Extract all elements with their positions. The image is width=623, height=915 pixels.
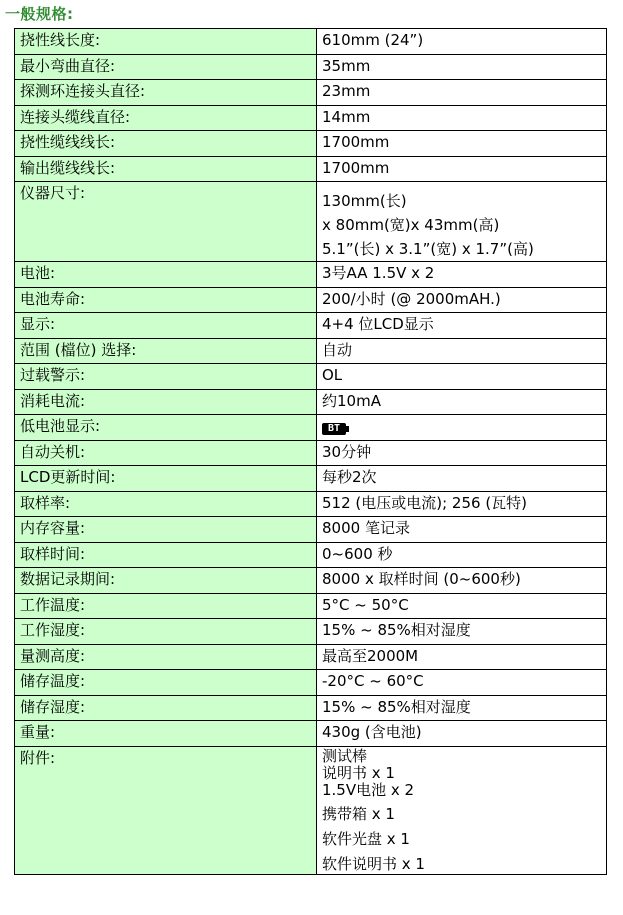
table-row: [15, 389, 607, 415]
spec-label: 取样时间:: [15, 542, 317, 568]
spec-value: [317, 287, 607, 313]
spec-value-line: 30分钟: [322, 442, 372, 461]
spec-value-line: 14mm: [322, 107, 371, 126]
spec-value-line: 8000 x 取样时间 (0~600秒): [322, 570, 521, 588]
table-row: [15, 670, 607, 696]
spec-label: 工作湿度:: [15, 619, 317, 645]
section-title: 一般规格:: [5, 5, 74, 23]
spec-label: 低电池显示:: [15, 415, 317, 441]
table-row: [15, 542, 607, 568]
spec-value: [317, 364, 607, 390]
table-row: [15, 695, 607, 721]
spec-value-line: 5°C ~ 50°C: [322, 595, 409, 614]
spec-value-line: 35mm: [322, 56, 371, 75]
spec-label: 储存温度:: [15, 670, 317, 696]
spec-value-line: 8000 笔记录: [322, 519, 410, 537]
spec-value-line: 0~600 秒: [322, 544, 393, 563]
table-row: [15, 182, 607, 262]
spec-value: [317, 440, 607, 466]
spec-value-line: 软件说明书 x 1: [322, 854, 425, 873]
spec-value-line: 5.1”(长) x 3.1”(宽) x 1.7”(高): [322, 240, 534, 258]
table-row: [15, 568, 607, 594]
spec-label: 显示:: [15, 313, 317, 339]
spec-label: 消耗电流:: [15, 389, 317, 415]
spec-table: [14, 28, 607, 875]
spec-value: [317, 644, 607, 670]
spec-label: 电池寿命:: [15, 287, 317, 313]
table-row: [15, 644, 607, 670]
table-row: [15, 338, 607, 364]
spec-value-line: 15% ~ 85%相对湿度: [322, 697, 471, 716]
spec-value: [317, 670, 607, 696]
spec-value-line: 每秒2次: [322, 468, 377, 486]
table-row: [15, 29, 607, 55]
spec-label: 探测环连接头直径:: [15, 80, 317, 106]
spec-value-line: OL: [322, 366, 343, 384]
spec-label: 附件:: [15, 746, 317, 874]
spec-value: [317, 338, 607, 364]
table-row: [15, 593, 607, 619]
table-row: [15, 287, 607, 313]
spec-value: [317, 156, 607, 182]
spec-value: [317, 80, 607, 106]
spec-label: 仪器尺寸:: [15, 182, 317, 262]
spec-value: [317, 415, 607, 441]
spec-value: [317, 29, 607, 55]
spec-value-line: 23mm: [322, 82, 371, 100]
spec-label: 过载警示:: [15, 364, 317, 390]
spec-value: [317, 568, 607, 594]
spec-value-line: x 80mm(宽)x 43mm(高): [322, 216, 500, 234]
spec-value-line: 约10mA: [322, 391, 381, 410]
table-row: [15, 466, 607, 492]
spec-value: [317, 105, 607, 131]
spec-label: 连接头缆线直径:: [15, 105, 317, 131]
table-row: [15, 313, 607, 339]
spec-label: 数据记录期间:: [15, 568, 317, 594]
spec-label: 输出缆线线长:: [15, 156, 317, 182]
spec-value-line: 610mm (24”): [322, 31, 424, 49]
spec-label: LCD更新时间:: [15, 466, 317, 492]
spec-value-line: 携带箱 x 1: [322, 804, 395, 823]
spec-value-line: 最高至2000M: [322, 646, 419, 665]
spec-value: [317, 593, 607, 619]
table-row: [15, 517, 607, 543]
spec-value: [317, 466, 607, 492]
spec-value: [317, 619, 607, 645]
table-row: [15, 262, 607, 288]
spec-value: [317, 313, 607, 339]
spec-value-line: 15% ~ 85%相对湿度: [322, 621, 471, 639]
spec-value: [317, 262, 607, 288]
spec-value-line: 3号AA 1.5V x 2: [322, 264, 435, 282]
spec-value-line: 说明书 x 1: [322, 763, 395, 782]
table-row: [15, 105, 607, 131]
spec-value-line: 1700mm: [322, 133, 390, 151]
spec-label: 取样率:: [15, 491, 317, 517]
spec-value: [317, 517, 607, 543]
spec-value-line: 430g (含电池): [322, 723, 422, 741]
spec-value: [317, 746, 607, 874]
spec-value-line: 512 (电压或电流); 256 (瓦特): [322, 493, 528, 512]
spec-value: [317, 542, 607, 568]
table-row: [15, 156, 607, 182]
table-row: [15, 415, 607, 441]
table-row: [15, 54, 607, 80]
spec-label: 重量:: [15, 721, 317, 747]
spec-label: 储存湿度:: [15, 695, 317, 721]
spec-value-line: 4+4 位LCD显示: [322, 315, 434, 333]
spec-value-line: 软件光盘 x 1: [322, 829, 410, 848]
table-row: [15, 131, 607, 157]
spec-value: [317, 389, 607, 415]
spec-label: 挠性线长度:: [15, 29, 317, 55]
spec-value-line: 1.5V电池 x 2: [322, 780, 415, 799]
spec-value: [317, 131, 607, 157]
spec-value-line: 测试棒: [322, 746, 368, 765]
table-row: [15, 746, 607, 874]
spec-label: 最小弯曲直径:: [15, 54, 317, 80]
spec-value: [317, 695, 607, 721]
table-row: [15, 619, 607, 645]
battery-low-icon: BT: [322, 423, 346, 435]
spec-label: 范围 (檔位) 选择:: [15, 338, 317, 364]
spec-label: 量测高度:: [15, 644, 317, 670]
spec-value-line: 1700mm: [322, 158, 390, 177]
spec-value: [317, 182, 607, 262]
spec-value-line: -20°C ~ 60°C: [322, 672, 424, 690]
spec-value: [317, 54, 607, 80]
spec-value-line: 200/小时 (@ 2000mAH.): [322, 289, 501, 308]
spec-label: 自动关机:: [15, 440, 317, 466]
spec-value: [317, 721, 607, 747]
table-row: [15, 80, 607, 106]
spec-value: [317, 491, 607, 517]
spec-value-line: 130mm(长): [322, 192, 407, 210]
spec-label: 工作温度:: [15, 593, 317, 619]
spec-label: 电池:: [15, 262, 317, 288]
table-row: [15, 440, 607, 466]
spec-label: 内存容量:: [15, 517, 317, 543]
spec-label: 挠性缆线线长:: [15, 131, 317, 157]
table-row: [15, 491, 607, 517]
table-row: [15, 721, 607, 747]
spec-value-line: 自动: [322, 340, 353, 359]
table-row: [15, 364, 607, 390]
